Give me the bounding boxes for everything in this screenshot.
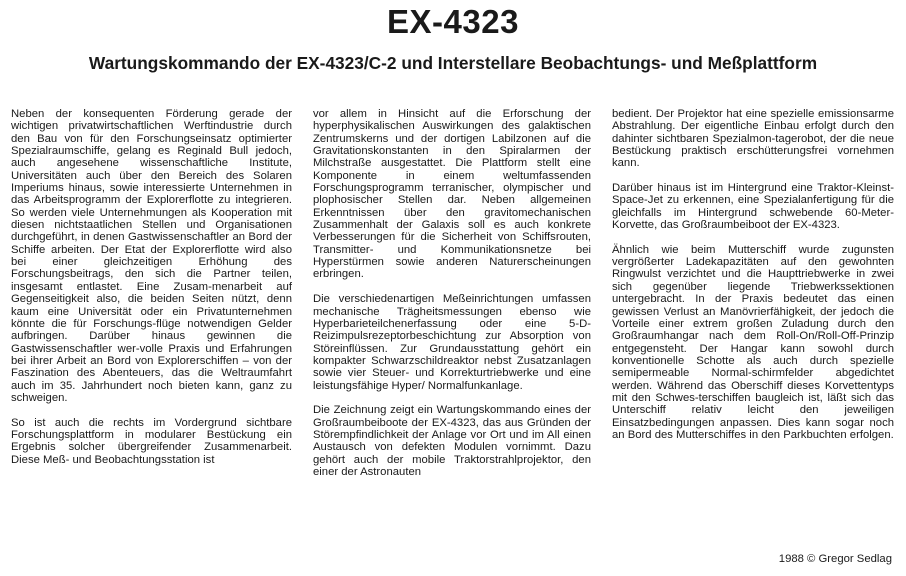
paragraph: Die Zeichnung zeigt ein Wartungskommando eines der Großraumbeiboote der EX-4323, das aus Gründen der Störempfindlichkeit der Anlage vor Ort und im All einen Austausch von defekten Modulen vornimmt. Dazu gehört auch der mobile Traktorstrahlprojektor, den einer der Astronauten — [313, 404, 591, 478]
text-column-1 — [11, 108, 292, 478]
paragraph: Neben der konsequenten Förderung gerade der wichtigen privatwirtschaftlichen Werftindustrie durch den Bau von für den Forschungseinsatz optimierter Spezialraumschiffe, gelang es Reginald Bull jedoch, auch angesehene wissenschaftliche Institute, Universitäten auch über den Bereich des Solaren Imperiums hinaus, sowie interessierte Unternehmen in das Arbeitsprogramm der Explorerflotte zu integrieren. So werden viele Unternehmungen als Kooperation mit diesen nichtstaatlichen Stellen und Organisationen durchgeführt, in denen Gastwissenschaftler an Bord der Schiffe arbeiten. Der Etat der Explorerflotte wird also bei einer gleichzeitigen Erhöhung des Forschungsbeitrags, den sich die Partner teilen, insgesamt entlastet. Eine Zusam-menarbeit auf Gegenseitigkeit also, die beiden Seiten nützt, denn kaum eine Universität oder ein Privatunternehmen könnte die für Forschungs-flüge notwendigen Gelder aufbringen. Darüber hinaus gewinnen die Gastwissenschaftler wer-volle Praxis und Erfahrungen bei ihrer Arbeit an Bord von Explorerschiffen – von der Faszination des Abenteuers, das die Weltraumfahrt auch im 35. Jahrhundert noch bieten kann, ganz zu schweigen. — [11, 108, 292, 404]
paragraph: bedient. Der Projektor hat eine spezielle emissionsarme Abstrahlung. Der eigentliche Einbau erfolgt durch den dahinter sichtbaren Spezialmon-tagerobot, der die neue Bestückung praktisch erschütterungsfrei vornehmen kann. — [612, 108, 894, 170]
page-title: EX-4323 — [387, 3, 519, 40]
copyright-credit: 1988 © Gregor Sedlag — [778, 553, 892, 565]
paragraph: Darüber hinaus ist im Hintergrund eine Traktor-Kleinst-Space-Jet zu erkennen, eine Spezialanfertigung für die gleichfalls im Hintergrund schwebende 60-Meter-Korvette, das Großraumbeiboot der EX-4323. — [612, 182, 894, 232]
text-column-3 — [612, 108, 894, 454]
paragraph: So ist auch die rechts im Vordergrund sichtbare Forschungsplattform in modularer Bestückung ein Ergebnis solcher übergreifender Zusammenarbeit. Diese Meß- und Beobachtungsstation ist — [11, 416, 292, 466]
paragraph: vor allem in Hinsicht auf die Erforschung der hyperphysikalischen Auswirkungen des galaktischen Zentrumskerns und der dortigen Labilzonen auf die Gravitationskonstanten in den Spiralarmen der Milchstraße ausgestattet. Die Plattform stellt eine Komponente in einem weltumfassenden Forschungsprogramm terranischer, olympischer und plophosischer Stellen dar. Neben allgemeinen Erkenntnissen über den gravitomechanischen Zusammenhalt der Galaxis soll es auch konkrete Verbesserungen für die Sicherheit von Schiffsrouten, Transmitter- und Kommunikationsnetze bei Hyperstürmen sowie anderen Naturerscheinungen erbringen. — [313, 108, 591, 281]
page-subtitle: Wartungskommando der EX-4323/C-2 und Interstellare Beobachtungs- und Meßplattform — [88, 53, 818, 73]
paragraph: Die verschiedenartigen Meßeinrichtungen umfassen mechanische Trägheitsmessungen ebenso wie Hyperbarieteilchenerfassung oder eine 5-D-Reizimpulsrezeptorbeschichtung zur Absorption von Störeinflüssen. Zur Grundausstattung gehört ein kompakter Schwarzschildreaktor nebst Zusatzanlagen sowie vier Steuer- und Korrekturtriebwerke und eine leistungsfähige Hyper/ Normalfunkanlage. — [313, 293, 591, 392]
text-column-2 — [313, 108, 591, 491]
paragraph: Ähnlich wie beim Mutterschiff wurde zugunsten vergrößerter Ladekapazitäten auf den gewohnten Ringwulst verzichtet und die Haupttriebwerke in zwei sich gegenüber liegende Triebwerkssektionen untergebracht. In der Praxis bedeutet das einen gewissen Verlust an Manövrierfähigkeit, der jedoch die Vorteile einer extrem großen Zuladung durch den Großraumhangar nach dem Roll-On/Roll-Off-Prinzip entgegensteht. Der Hangar kann sowohl durch konventionelle Schotte als auch durch spezielle semipermeable Normal-schirmfelder abgedichtet werden. Während das Oberschiff dieses Korvettentyps mit den Schwes-terschiffen baugleich ist, läßt sich das Unterschiff relativ leicht den jeweiligen Einsatzbedingungen anpassen. Dies kann sogar noch an Bord des Mutterschiffes in den Parkbuchten erfolgen. — [612, 243, 894, 441]
